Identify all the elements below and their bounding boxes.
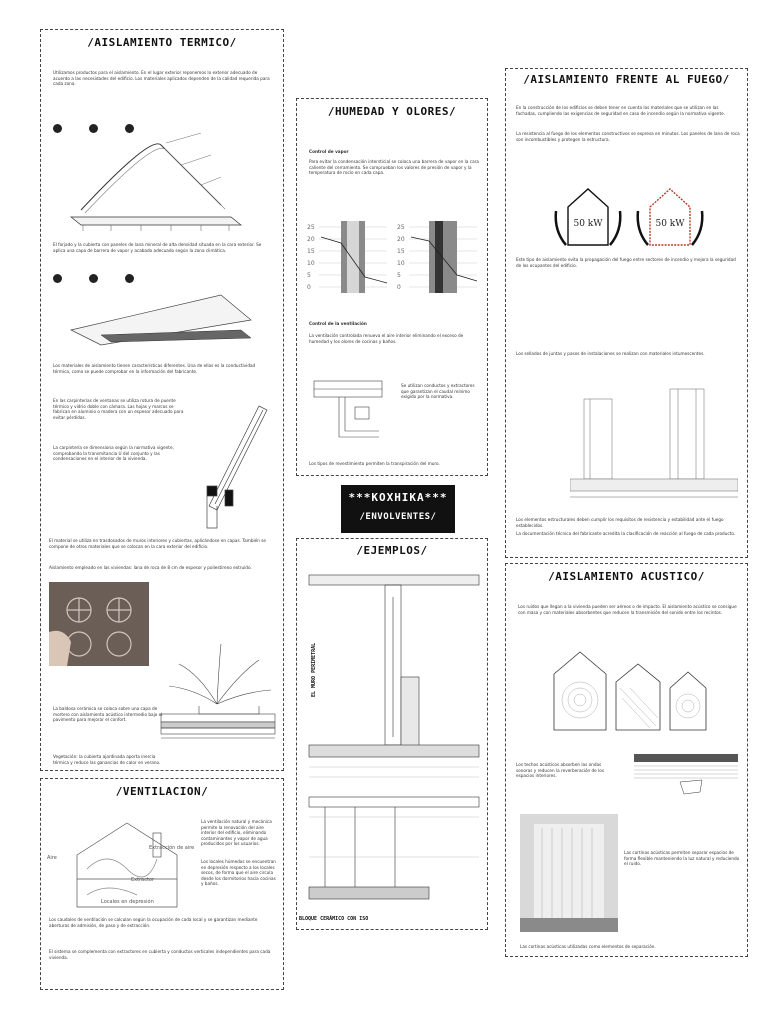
examples-caption: BLOQUE CERÁMICO CON ISO (299, 916, 369, 922)
fire-badge-left (552, 171, 624, 251)
ventilation-house-drawing (57, 819, 197, 911)
thermal-p8: La baldosa cerámica se coloca sobre una capa de mortero con aislamiento acústico intermedio bajo el pavimento para mejorar el confort. (53, 706, 163, 723)
thermal-p6: El material se utiliza en trasdosados de muros interiores y cubiertas, aplicándose en capas. También se compone de otros materiales que se colocan en la cara exterior del edificio. (49, 538, 266, 549)
roof-section-drawing (61, 125, 261, 237)
svg-text:0: 0 (307, 284, 311, 291)
house-icon (634, 171, 706, 251)
banner-brand: ***KOXHIKA*** (348, 491, 448, 504)
acoustic-caption: Las cortinas acústicas utilizadas como elementos de separación. (520, 944, 656, 949)
vapor-graph-2 (397, 217, 481, 312)
thermal-p7: Aislamiento empleado en las viviendas: lana de roca de 8 cm de espesor y poliestireno extruido. (49, 565, 252, 570)
fire-p3: Este tipo de aislamiento evita la propagación del fuego entre sectores de incendio y mejora la seguridad de los ocupantes del edificio. (516, 257, 736, 268)
acoustic-ceiling-drawing (630, 750, 742, 800)
fire-p5: Los elementos estructurales deben cumplir los requisitos de resistencia y estabilidad ante el fuego establecidos. (516, 517, 724, 528)
humidity-p1: Para evitar la condensación intersticial se coloca una barrera de vapor en la cara caliente del cerramiento. Se comprueban los valores de presión de vapor y la temperatura de rocío en cada capa. (309, 159, 479, 176)
insulation-layer-drawing (61, 280, 261, 350)
fire-p4: Los sellados de juntas y pasos de instalaciones se realizan con materiales intumescentes. (516, 351, 705, 356)
svg-text:20: 20 (307, 236, 315, 243)
svg-text:10: 10 (307, 260, 315, 267)
examples-panel (296, 538, 488, 930)
svg-text:5: 5 (307, 272, 311, 279)
svg-text:10: 10 (397, 260, 405, 267)
title-banner (341, 485, 455, 533)
vent-label-locales: Locales en depresión (101, 899, 154, 905)
acoustic-houses-drawing (550, 648, 720, 734)
humidity-panel (296, 98, 488, 476)
acoustic-panel (505, 563, 748, 957)
thermal-p4: En las carpinterías de ventanas se utiliza rotura de puente térmico y vidrio doble con cámara. Las hojas y marcos se fabrican en aluminio o madera con un espesor adecuado para evitar pérdidas. (53, 398, 184, 420)
laurel-icon (552, 171, 624, 251)
examples-title: /EJEMPLOS/ (356, 544, 428, 557)
svg-text:0: 0 (397, 284, 401, 291)
fire-p1: En la construcción de los edificios se deben tener en cuenta los materiales que se utilizan en las fachadas, cumpliendo las exigencias de seguridad en caso de incendio según la normativa vigente. (516, 105, 726, 116)
acoustic-p3: Las cortinas acústicas permiten separar espacios de forma flexible manteniendo la luz natural y reduciendo el ruido. (624, 850, 740, 867)
ventilation-title: /VENTILACION/ (115, 785, 209, 798)
fire-p6: La documentación técnica del fabricante acredita la clasificación de reacción al fuego de cada producto. (516, 531, 736, 536)
svg-text:5: 5 (397, 272, 401, 279)
humidity-p4: Los tipos de revestimiento permiten la transpiración del muro. (309, 461, 440, 466)
thermal-p1: Utilizamos productos para el aislamiento. En el lugar exterior reponemos lo exterior adecuado de acuerdo a las necesidades del edificio. Los materiales aplicados dependen de la calidad requerida para cada zona. (53, 70, 270, 87)
fire-title: /AISLAMIENTO FRENTE AL FUEGO/ (523, 73, 730, 86)
thermal-p2: El forjado y la cubierta con paneles de lana mineral de alta densidad situada en la cara exterior. Se aplica una capa de barrera de vapor y acabado adecuado según la zona climática. (53, 242, 262, 253)
humidity-sub1: Control de vapor (309, 149, 349, 154)
ventilation-p1: La ventilación natural y mecánica permite la renovación del aire interior del edificio, eliminando contaminantes y vapor de agua producidos por los usuarios. (201, 819, 272, 847)
svg-text:15: 15 (397, 248, 405, 255)
window-frame-drawing (189, 386, 275, 534)
humidity-sub2: Control de la ventilación (309, 321, 367, 326)
acoustic-title: /AISLAMIENTO ACUSTICO/ (548, 570, 705, 583)
acoustic-p1: Los ruidos que llegan a la vivienda pueden ser aéreos o de impacto. El aislamiento acústico se consigue con masa y con materiales absorbentes que reducen la transmisión del sonido entre los recintos. (518, 604, 737, 615)
green-roof-drawing (159, 634, 277, 782)
thermal-panel (40, 29, 284, 771)
acoustic-curtain-photo (520, 814, 618, 932)
svg-text:25: 25 (397, 224, 405, 231)
humidity-p2: La ventilación controlada renueva el aire interior eliminando el exceso de humedad y los olores de cocinas y baños. (309, 333, 464, 344)
tile-photo (49, 582, 149, 666)
acoustic-p2: Los techos acústicos absorben las ondas sonoras y reducen la reverberación de los espacios interiores. (516, 762, 605, 779)
examples-vertical-label: EL MURO PERIMETRAL (311, 642, 317, 697)
banner-subtitle: /ENVOLVENTES/ (359, 512, 437, 522)
ventilation-detail-drawing (309, 367, 389, 457)
fire-wall-drawing (570, 379, 738, 509)
thermal-title: /AISLAMIENTO TERMICO/ (87, 36, 237, 49)
humidity-title: /HUMEDAD Y OLORES/ (327, 105, 457, 118)
fire-kw-left: 50 kW (573, 219, 603, 229)
thermal-p9: Vegetación: la cubierta ajardinada aporta inercia térmica y reduce las ganancias de calor en verano. (53, 754, 161, 765)
vent-label-extraccion: Extracción de aire (149, 845, 195, 851)
svg-text:25: 25 (307, 224, 315, 231)
vent-label-extractor: Extractor (131, 877, 155, 883)
thermal-p3: Los materiales de aislamiento tienen características diferentes. Una de ellas es la conductividad térmica, como se puede comprobar en la información del fabricante. (53, 363, 256, 374)
fire-panel (505, 68, 748, 558)
svg-text:20: 20 (397, 236, 405, 243)
thermal-p5: La carpintería se dimensiona según la normativa vigente, comprobando la transmitancia U del conjunto y las condensaciones en el interior de la vivienda. (53, 445, 174, 462)
ventilation-p2: Los locales húmedos se encuentran en depresión respecto a los locales secos, de forma que el aire circula desde los dormitorios hacia cocinas y baños. (201, 859, 276, 887)
ventilation-p4: El sistema se complementa con extractores en cubierta y conductos verticales independientes para cada vivienda. (49, 949, 271, 960)
vent-label-aire: Aire (47, 855, 57, 861)
vapor-graph-1 (307, 217, 391, 312)
ventilation-panel (40, 778, 284, 990)
fire-p2: La resistencia al fuego de los elementos constructivos se expresa en minutos. Los paneles de lana de roca son incombustibles y protegen la estructura. (516, 131, 740, 142)
humidity-p3: Se utilizan conductos y extractores que garantizan el caudal mínimo exigido por la normativa. (401, 383, 475, 400)
ventilation-p3: Los caudales de ventilación se calculan según la ocupación de cada local y se garantizan mediante aberturas de admisión, de paso y de extracción. (49, 917, 258, 928)
facade-section-drawing (305, 567, 483, 907)
fire-kw-right: 50 kW (655, 219, 685, 229)
fire-badge-right (634, 171, 706, 251)
svg-text:15: 15 (307, 248, 315, 255)
